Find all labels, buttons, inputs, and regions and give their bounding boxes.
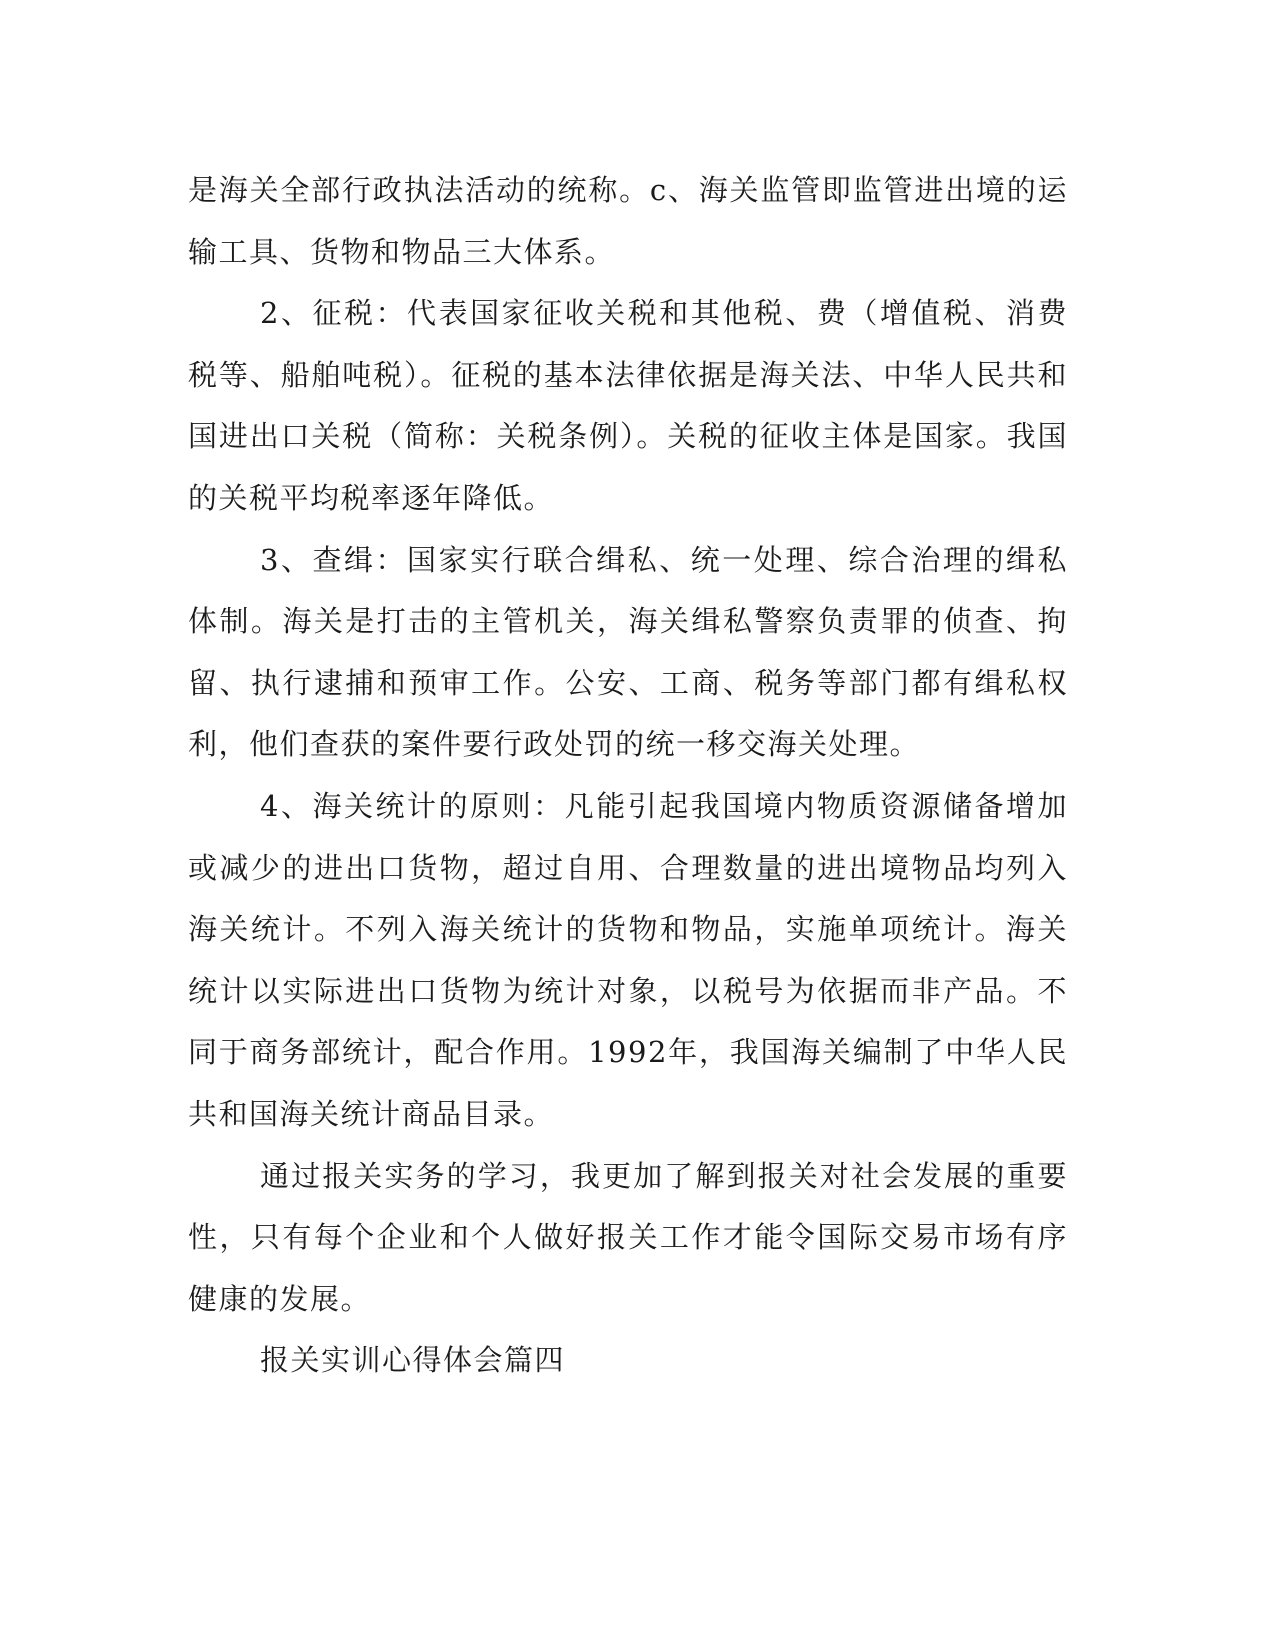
paragraph-taxation: 2、征税：代表国家征收关税和其他税、费（增值税、消费税等、船舶吨税）。征税的基本法律依据是海关法、中华人民共和国进出口关税（简称：关税条例）。关税的征收主体是国家。我国的关税平均税率逐年降低。	[188, 296, 1068, 515]
paragraph-customs-statistics: 4、海关统计的原则：凡能引起我国境内物质资源储备增加或减少的进出口货物，超过自用、合理数量的进出境物品均列入海关统计。不列入海关统计的货物和物品，实施单项统计。海关统计以实际进出口货物为统计对象，以税号为依据而非产品。不同于商务部统计，配合作用。1992年，我国海关编制了中华人民共和国海关统计商品目录。	[188, 788, 1068, 1131]
section-heading: 报关实训心得体会篇四	[260, 1343, 566, 1378]
paragraph-conclusion: 通过报关实务的学习，我更加了解到报关对社会发展的重要性，只有每个企业和个人做好报关工作才能令国际交易市场有序健康的发展。	[188, 1158, 1068, 1316]
body-text	[188, 160, 1068, 1392]
paragraph-customs-supervision: 是海关全部行政执法活动的统称。c、海关监管即监管进出境的运输工具、货物和物品三大体系。	[188, 173, 1068, 269]
paragraph-anti-smuggling: 3、查缉：国家实行联合缉私、统一处理、综合治理的缉私体制。海关是打击的主管机关，海关缉私警察负责罪的侦查、拘留、执行逮捕和预审工作。公安、工商、税务等部门都有缉私权利，他们查获的案件要行政处罚的统一移交海关处理。	[188, 542, 1068, 762]
